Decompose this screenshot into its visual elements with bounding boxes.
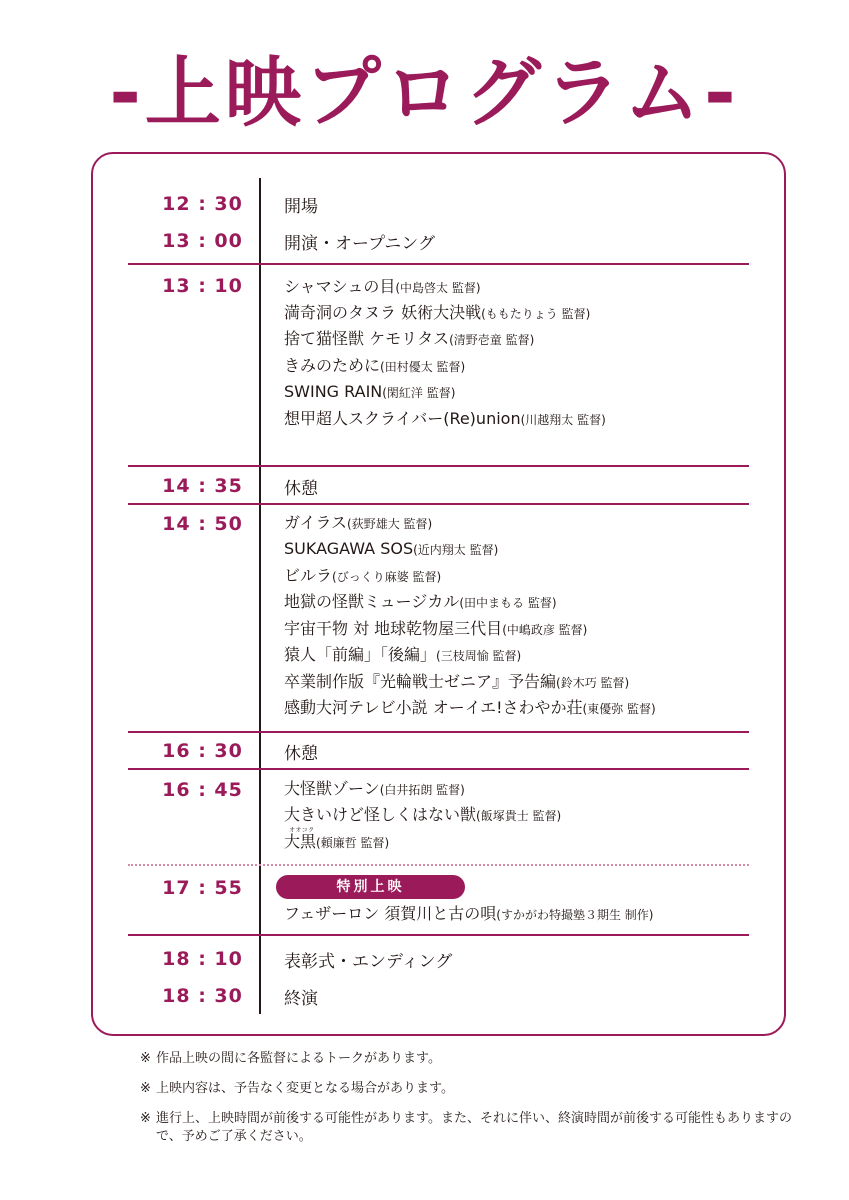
- film-director: (東優弥 監督): [582, 702, 656, 716]
- film-item: [284, 671, 629, 694]
- film-item: [284, 697, 656, 720]
- note-text: 進行上、上映時間が前後する可能性があります。また、それに伴い、終演時間が前後する可能性もありますので、予めご了承ください。: [156, 1111, 792, 1144]
- film-title: 卒業制作版『光輪戦士ゼニア』予告編: [284, 672, 557, 691]
- time-label: 16 : 45: [162, 779, 243, 801]
- time-label: 18 : 10: [162, 948, 243, 970]
- time-label: 13 : 10: [162, 275, 243, 297]
- film-item: [284, 831, 389, 854]
- film-title: ビルラ: [284, 566, 333, 585]
- note-mark: ※: [140, 1081, 151, 1096]
- film-title: 地獄の怪獣ミュージカル: [284, 592, 460, 611]
- film-title: 大怪獣ゾーン: [284, 779, 380, 798]
- film-item: [284, 328, 534, 351]
- film-item: [284, 408, 606, 431]
- film-director: (鈴木巧 監督): [556, 676, 630, 690]
- dotted-separator: [128, 864, 749, 866]
- film-item: [284, 565, 441, 588]
- film-item: [284, 591, 557, 614]
- film-item: [284, 355, 465, 378]
- film-director: (荻野雄大 監督): [347, 517, 433, 531]
- time-label: 17 : 55: [162, 877, 243, 899]
- ruby-reading: オオコク: [289, 827, 315, 834]
- film-item: [284, 778, 465, 801]
- time-label: 14 : 50: [162, 513, 243, 535]
- film-title: ガイラス: [284, 513, 348, 532]
- film-director: (すかがわ特撮塾３期生 制作): [496, 908, 654, 922]
- film-title: SUKAGAWA SOS: [284, 539, 414, 558]
- time-label: 14 : 35: [162, 475, 243, 497]
- film-item: [284, 538, 498, 561]
- film-item: [284, 512, 432, 535]
- note-item: [140, 1080, 800, 1098]
- separator: [128, 263, 749, 265]
- film-director: (白井拓朗 監督): [379, 783, 465, 797]
- separator: [128, 465, 749, 467]
- film-director: (田村優太 監督): [380, 360, 466, 374]
- film-title: 捨て猫怪獣 ケモリタス: [284, 329, 450, 348]
- film-director: (川越翔太 監督): [520, 413, 606, 427]
- film-director: (飯塚貴士 監督): [476, 809, 562, 823]
- film-item: [284, 381, 455, 404]
- separator: [128, 934, 749, 936]
- timeline-divider: [259, 178, 261, 1014]
- film-title: 大黒: [284, 832, 317, 851]
- separator: [128, 768, 749, 770]
- film-title: 感動大河テレビ小説 オーイエ!さわやか荘: [284, 698, 583, 717]
- event-label: 休憩: [284, 479, 318, 499]
- film-item: [284, 302, 590, 325]
- time-label: 12 : 30: [162, 193, 243, 215]
- film-title: フェザーロン 須賀川と古の唄: [284, 904, 497, 923]
- film-item: [284, 804, 561, 827]
- event-label: 終演: [284, 989, 318, 1009]
- note-mark: ※: [140, 1051, 151, 1066]
- film-director: (中嶋政彦 監督): [502, 623, 588, 637]
- note-text: 作品上映の間に各監督によるトークがあります。: [156, 1051, 441, 1066]
- note-mark: ※: [140, 1111, 151, 1126]
- film-director: (頼廉哲 監督): [316, 836, 390, 850]
- film-item: [284, 644, 521, 667]
- film-title: SWING RAIN: [284, 382, 383, 401]
- film-title: 満奇洞のタヌラ 妖術大決戦: [284, 303, 482, 322]
- note-item: [140, 1050, 800, 1068]
- film-item: [284, 618, 587, 641]
- time-label: 16 : 30: [162, 740, 243, 762]
- film-director: (ももたりょう 監督): [481, 307, 591, 321]
- film-director: (田中まもる 監督): [459, 596, 557, 610]
- notes: [140, 1050, 800, 1158]
- separator: [128, 503, 749, 505]
- film-title: 想甲超人スクライバー(Re)union: [284, 409, 521, 428]
- special-screening-badge: 特別上映: [276, 875, 465, 899]
- film-title: シャマシュの目: [284, 277, 396, 296]
- event-label: 表彰式・エンディング: [284, 952, 453, 972]
- film-director: (中島啓太 監督): [395, 281, 481, 295]
- film-director: (三枝周愉 監督): [436, 649, 522, 663]
- film-title: きみのために: [284, 356, 381, 375]
- time-label: 13 : 00: [162, 230, 243, 252]
- event-label: 開演・オープニング: [284, 234, 435, 254]
- event-label: 開場: [284, 197, 318, 217]
- film-director: (清野壱童 監督): [449, 333, 535, 347]
- note-text: 上映内容は、予告なく変更となる場合があります。: [156, 1081, 454, 1096]
- page-title: -上映プログラム-: [109, 48, 740, 137]
- event-label: 休憩: [284, 744, 318, 764]
- film-director: (近内翔太 監督): [413, 543, 499, 557]
- film-director: (閑紅洋 監督): [382, 386, 456, 400]
- note-item: [140, 1110, 800, 1146]
- film-director: (びっくり麻婆 監督): [332, 570, 442, 584]
- film-item: [284, 903, 653, 926]
- time-label: 18 : 30: [162, 985, 243, 1007]
- film-item: [284, 276, 481, 299]
- film-title: 猿人「前編」「後編」: [284, 645, 437, 664]
- film-title: 宇宙干物 対 地球乾物屋三代目: [284, 619, 503, 638]
- film-title: 大きいけど怪しくはない獣: [284, 805, 477, 824]
- separator: [128, 731, 749, 733]
